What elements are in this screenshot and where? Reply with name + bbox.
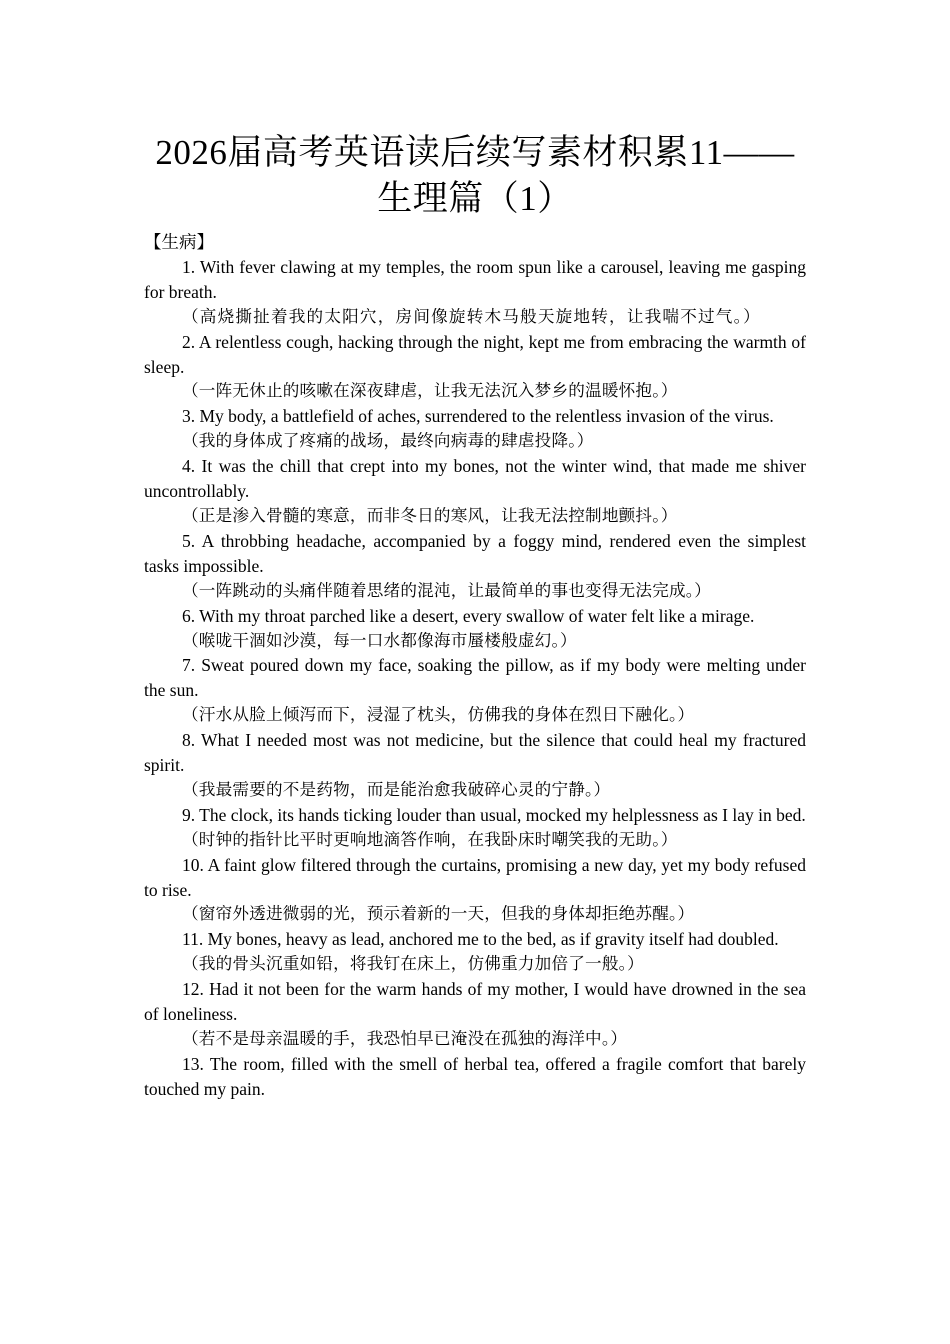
entry-chinese: （我的身体成了疼痛的战场，最终向病毒的肆虐投降。） — [182, 431, 594, 451]
entry-english: 1. With fever clawing at my temples, the room spun like a carousel, leaving me gasping for breath. — [144, 256, 806, 302]
entry-english: 10. A faint glow filtered through the curtains, promising a new day, yet my body refused to rise. — [144, 854, 806, 900]
entry-english: 6. With my throat parched like a desert, every swallow of water felt like a mirage. — [182, 605, 755, 626]
section-heading: 【生病】 — [144, 232, 214, 252]
title-line-2: 生理篇（1） — [377, 179, 573, 218]
entry-chinese: （一阵无休止的咳嗽在深夜肆虐，让我无法沉入梦乡的温暖怀抱。） — [182, 381, 678, 401]
entry-english: 4. It was the chill that crept into my bones, not the winter wind, that made me shiver uncontrollably. — [144, 456, 806, 502]
entry-english: 13. The room, filled with the smell of herbal tea, offered a fragile comfort that barely touched my pain. — [144, 1053, 806, 1099]
entry-english: 11. My bones, heavy as lead, anchored me to the bed, as if gravity itself had doubled. — [182, 929, 779, 950]
title-line-1: 2026届高考英语读后续写素材积累11—— — [155, 133, 795, 172]
entry-chinese: （正是渗入骨髓的寒意，而非冬日的寒风，让我无法控制地颤抖。） — [182, 505, 678, 525]
entry-english: 5. A throbbing headache, accompanied by a foggy mind, rendered even the simplest tasks impossible. — [144, 530, 806, 576]
entry-chinese: （时钟的指针比平时更响地滴答作响，在我卧床时嘲笑我的无助。） — [182, 829, 678, 849]
entry-chinese: （汗水从脸上倾泻而下，浸湿了枕头，仿佛我的身体在烈日下融化。） — [182, 705, 695, 725]
entry-english: 9. The clock, its hands ticking louder than usual, mocked my helplessness as I lay in bed. — [182, 804, 806, 825]
entry-english: 2. A relentless cough, hacking through the night, kept me from embracing the warmth of sleep. — [144, 331, 806, 377]
entry-chinese: （高烧撕扯着我的太阳穴，房间像旋转木马般天旋地转，让我喘不过气。） — [182, 306, 761, 326]
entry-chinese: （若不是母亲温暖的手，我恐怕早已淹没在孤独的海洋中。） — [182, 1029, 628, 1048]
entry-chinese: （一阵跳动的头痛伴随着思绪的混沌，让最简单的事也变得无法完成。） — [182, 580, 712, 600]
entry-list — [144, 255, 806, 1102]
entry-chinese: （我的骨头沉重如铅，将我钉在床上，仿佛重力加倍了一般。） — [182, 954, 644, 974]
document-page — [144, 130, 806, 1102]
document-title — [144, 130, 806, 222]
entry-english: 12. Had it not been for the warm hands of my mother, I would have drowned in the sea of loneliness. — [144, 979, 806, 1025]
entry-chinese: （喉咙干涸如沙漠，每一口水都像海市蜃楼般虚幻。） — [182, 630, 577, 650]
entry-english: 7. Sweat poured down my face, soaking the pillow, as if my body were melting under the sun. — [144, 655, 806, 701]
entry-chinese: （窗帘外透进微弱的光，预示着新的一天，但我的身体却拒绝苏醒。） — [182, 904, 695, 924]
entry-english: 8. What I needed most was not medicine, but the silence that could heal my fractured spirit. — [144, 730, 806, 776]
entry-chinese: （我最需要的不是药物，而是能治愈我破碎心灵的宁静。） — [182, 779, 611, 799]
entry-english: 3. My body, a battlefield of aches, surrendered to the relentless invasion of the virus. — [182, 406, 774, 427]
